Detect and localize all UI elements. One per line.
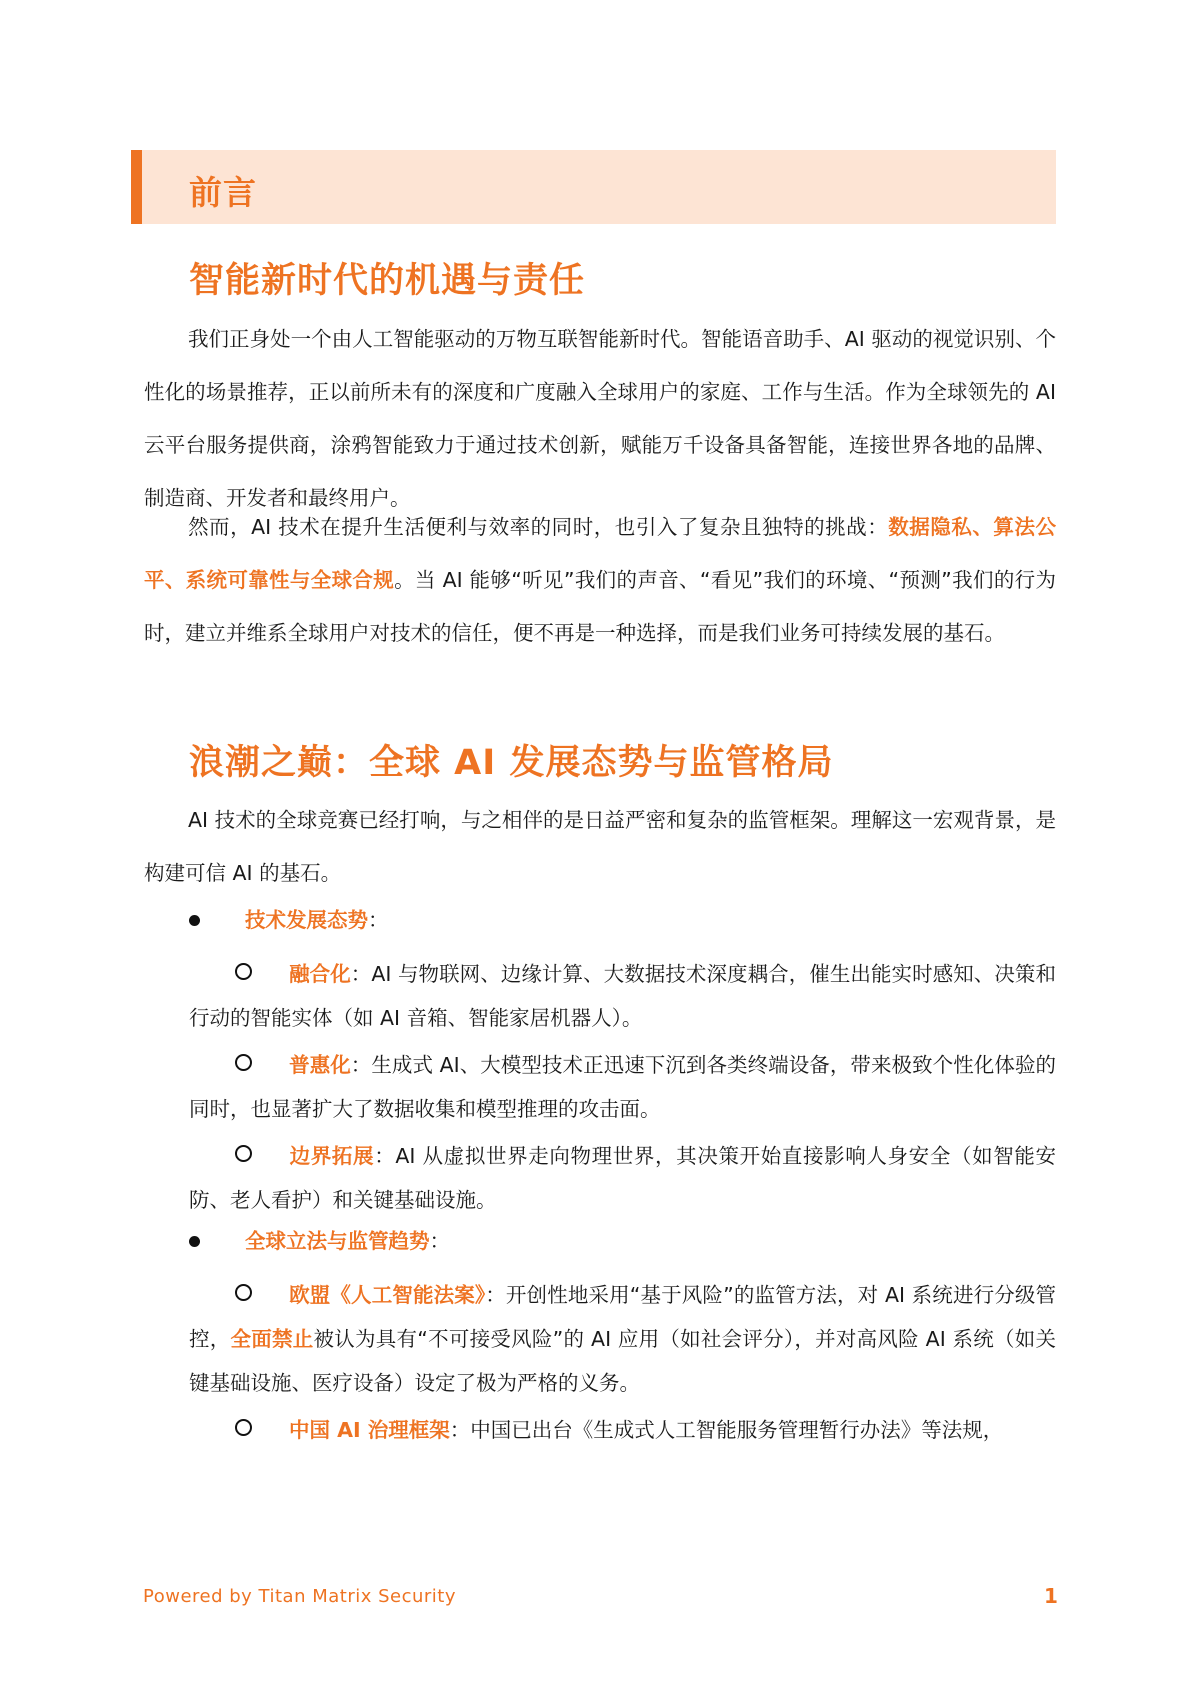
- challenges-highlight: 数据隐私、算法公平、系统可靠性与全球合规: [144, 515, 1056, 592]
- sub-item-text: ：生成式 AI、大模型技术正迅速下沉到各类终端设备，带来极致个性化体验的同时，也显著扩大了数据收集和模型推理的攻击面。: [189, 1053, 1057, 1121]
- sub-item-text-a: ：开创性地采用“基于风险”的监管方法，对 AI 系统进行分级管控，: [189, 1283, 1057, 1351]
- sub-item-text: ：中国已出台《生成式人工智能服务管理暂行办法》等法规，: [449, 1418, 1004, 1442]
- circle-bullet-icon: [235, 1419, 252, 1436]
- paragraph-challenges: [144, 501, 1056, 660]
- paragraph-intro: 我们正身处一个由人工智能驱动的万物互联智能新时代。智能语音助手、AI 驱动的视觉识别、个性化的场景推荐，正以前所未有的深度和广度融入全球用户的家庭、工作与生活。作为全球领先的 AI 云平台服务提供商，涂鸦智能致力于通过技术创新，赋能万千设备具备智能，连接世界各地的品牌、制造商、开发者和最终用户。: [144, 327, 1056, 510]
- heading-opportunity: 智能新时代的机遇与责任: [189, 261, 586, 301]
- sub-item-label: 边界拓展: [289, 1144, 375, 1168]
- heading-global-trends: 浪潮之巅：全球 AI 发展态势与监管格局: [189, 743, 834, 783]
- section-title: 前言: [189, 173, 257, 212]
- bullet-dot-icon: [189, 915, 200, 926]
- paragraph-background: AI 技术的全球竞赛已经打响，与之相伴的是日益严密和复杂的监管框架。理解这一宏观背景，是构建可信 AI 的基石。: [144, 808, 1056, 885]
- sub-item-china-framework: [189, 1408, 1056, 1452]
- footer-powered-by: Powered by Titan Matrix Security: [143, 1586, 457, 1607]
- sub-item-text: ：AI 从虚拟世界走向物理世界，其决策开始直接影响人身安全（如智能安防、老人看护）和关键基础设施。: [189, 1144, 1056, 1212]
- sub-item-text: ：AI 与物联网、边缘计算、大数据技术深度耦合，催生出能实时感知、决策和行动的智能实体（如 AI 音箱、智能家居机器人）。: [189, 962, 1056, 1030]
- sub-item-inclusive: [189, 1043, 1056, 1131]
- sub-item-eu-ai-act: [189, 1273, 1056, 1405]
- banner-accent-bar: [131, 150, 142, 224]
- sub-item-boundary: [189, 1134, 1056, 1222]
- section-banner: [131, 150, 1056, 224]
- sub-item-label: 融合化: [289, 962, 351, 986]
- sub-item-label: 中国 AI 治理框架: [289, 1418, 450, 1442]
- bullet-dot-icon: [189, 1236, 200, 1247]
- bullet-colon: ：: [429, 1229, 450, 1253]
- sub-item-highlight: 全面禁止: [230, 1327, 314, 1351]
- paragraph-challenges-before: 然而，AI 技术在提升生活便利与效率的同时，也引入了复杂且独特的挑战：: [188, 515, 889, 539]
- sub-item-text-b: 被认为具有“不可接受风险”的 AI 应用（如社会评分），并对高风险 AI 系统（如关键基础设施、医疗设备）设定了极为严格的义务。: [189, 1327, 1057, 1395]
- bullet-colon: ：: [368, 908, 389, 932]
- bullet-regulation-trends: [189, 1226, 450, 1256]
- circle-bullet-icon: [235, 1145, 252, 1162]
- circle-bullet-icon: [235, 963, 252, 980]
- bullet-label: 全球立法与监管趋势: [245, 1229, 430, 1253]
- bullet-label: 技术发展态势: [245, 908, 368, 932]
- sub-item-integration: [189, 952, 1056, 1040]
- bullet-tech-trends: [189, 905, 389, 935]
- circle-bullet-icon: [235, 1054, 252, 1071]
- sub-item-label: 欧盟《人工智能法案》: [289, 1283, 486, 1307]
- circle-bullet-icon: [235, 1284, 252, 1301]
- paragraph-challenges-after: 。当 AI 能够“听见”我们的声音、“看见”我们的环境、“预测”我们的行为时，建立并维系全球用户对技术的信任，便不再是一种选择，而是我们业务可持续发展的基石。: [144, 568, 1057, 645]
- footer-page-number: 1: [1044, 1584, 1058, 1608]
- sub-item-label: 普惠化: [289, 1053, 351, 1077]
